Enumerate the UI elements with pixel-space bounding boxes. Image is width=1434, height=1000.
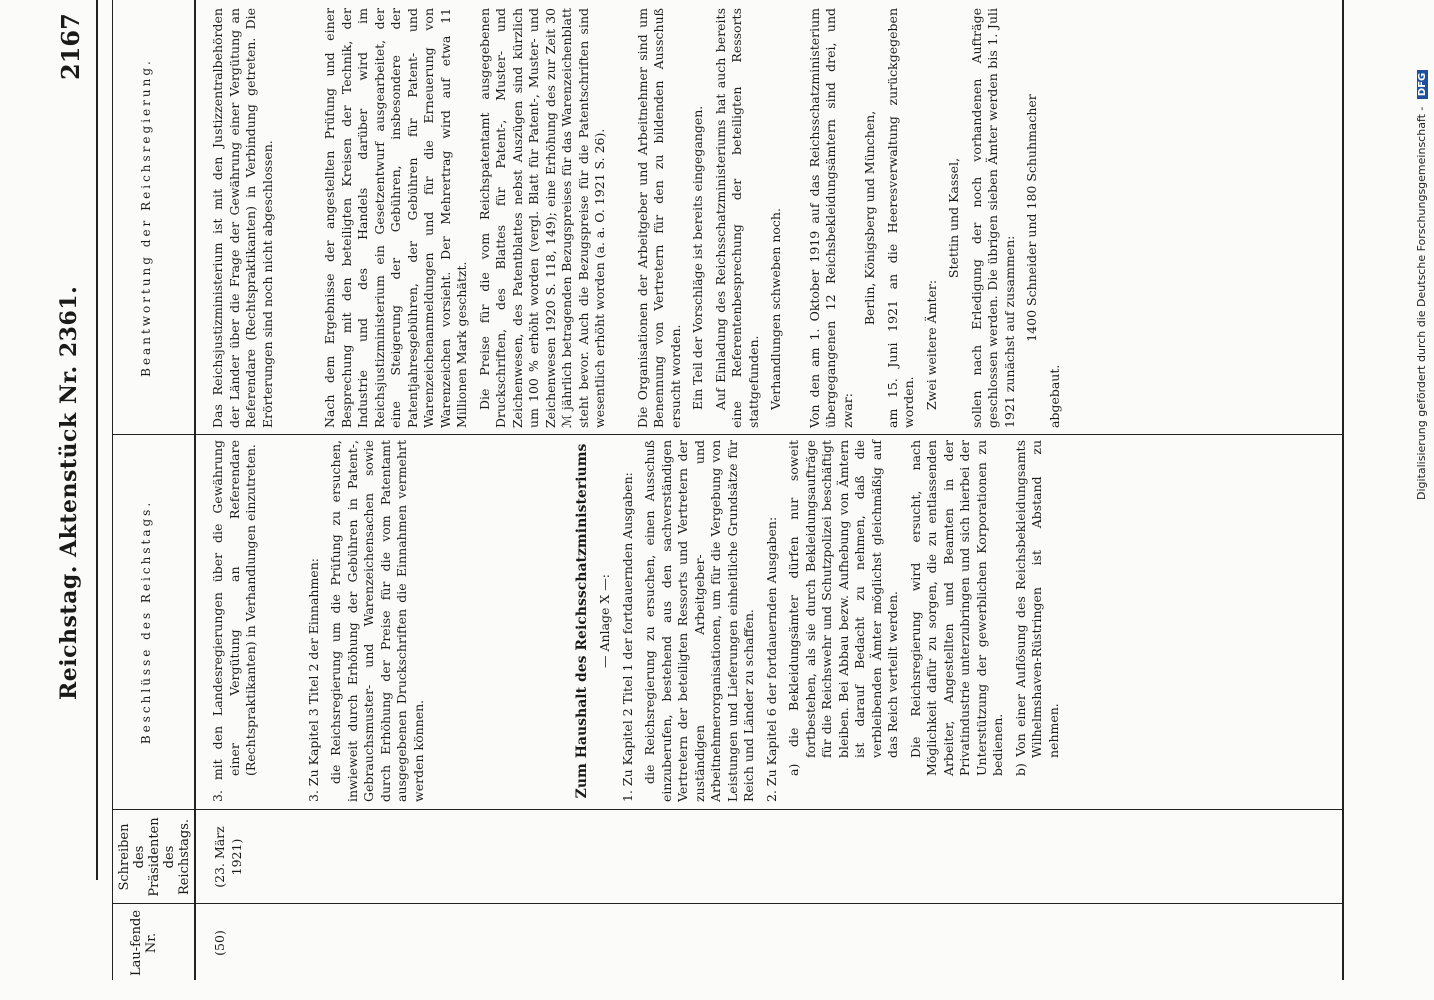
antwort-ausschuss: Die Organisationen der Arbeitgeber und Arbeitnehmer sind um Benennung von Vertretern für den zu bildenden Ausschuß ersucht worden. bbox=[634, 8, 683, 428]
col-rule-3 bbox=[112, 434, 1342, 435]
section-subtitle: — Anlage X —: bbox=[597, 574, 613, 668]
beschluss-kap6-a2: Die Reichsregierung wird ersucht, nach Möglichkeit dafür zu sorgen, die zu entlassenden Arbeiter, Angestellten und Beamten in der Privatindustrie unterzubringen und sich hierbei der Unterstützung der gewerblichen Korporationen zu bedienen. bbox=[907, 440, 1006, 776]
beschluss-kap6-b: b) Von einer Auflösung des Reichsbekleidungsamts Wilhelmshaven-Rüstringen ist Abstand zu nehmen. bbox=[1012, 440, 1061, 776]
digitization-note bbox=[1415, 70, 1428, 500]
col-rule-1 bbox=[112, 903, 1342, 904]
col-header-beschluesse: Beschlüsse des Reichstags. bbox=[139, 499, 153, 745]
col-header-beantwortung: Beantwortung der Reichsregierung. bbox=[139, 58, 153, 377]
antwort-abgebaut: abgebaut. bbox=[1046, 364, 1062, 428]
top-rule bbox=[96, 0, 98, 880]
beschluss-patent-body: die Reichsregierung um die Prüfung zu ersuchen, inwieweit durch Erhöhung der Gebühren in Patent-, Gebrauchsmuster- und Warenzeichensachen sowie durch Erhöhung der Preise für die vom Patentamt ausgegebenen Druckschriften die Einnahmen vermehrt werden können. bbox=[328, 440, 426, 802]
antwort-rueckgabe: am 15. Juni 1921 an die Heeresverwaltung zurückgegeben worden. bbox=[884, 8, 916, 428]
row-date: (23. März 1921) bbox=[212, 826, 244, 888]
antworten-column bbox=[210, 8, 1069, 428]
antwort-bekleidungsaemter: Von den am 1. Oktober 1919 auf das Reichsschatzministerium übergegangenen 12 Reichsbekleidungsämtern sind drei, und zwar: bbox=[806, 8, 855, 428]
beschluss-kap2-head: 1. Zu Kapitel 2 Titel 1 der fortdauernden Ausgaben: bbox=[619, 472, 635, 802]
beschluss-kap2-body: die Reichsregierung zu ersuchen, einen Ausschuß einzuberufen, bestehend aus den sachverständigen Vertretern der beteiligten Ressorts und Vertretern der zuständigen Arbeitgeber- und Arbeitnehmerorganisationen, um für die Vergebung von Leistungen und Lieferungen einheitliche Grundsätze für Reich und Länder zu schaffen. bbox=[642, 440, 757, 802]
antwort-list-1: Berlin, Königsberg und München, bbox=[862, 110, 877, 326]
row-number: (50) bbox=[212, 930, 227, 956]
header-rule bbox=[194, 0, 196, 980]
page-header bbox=[0, 0, 100, 1000]
antwort-list-3: 1400 Schneider und 180 Schuhmacher bbox=[1024, 94, 1039, 342]
beschluss-referendare: 3. mit den Landesregierungen über die Gewährung einer Vergütung an Referendare (Rechtspraktikanten) in Verhandlungen einzutreten. bbox=[210, 440, 258, 802]
antwort-referendare: Das Reichsjustizministerium ist mit den Justizzentralbehörden der Länder über die Frage der Gewährung einer Vergütung an Referendare (Rechtspraktikanten) in Verbindung getreten. Die Erörterungen sind noch nicht abgeschlossen. bbox=[210, 8, 275, 428]
antwort-patent: Nach dem Ergebnisse der angestellten Prüfung und einer Besprechung mit den beteiligten Kreisen der Technik, der Industrie und des Handels darüber wird im Reichsjustizministerium ein Gesetzentwurf ausgearbeitet, der eine Steigerung der Gebühren, insbesondere der Patentjahresgebühren, der Gebühren für Patent- und Warenzeichenanmeldungen und für die Erneuerung von Warenzeichen vorsieht. Der Mehrertrag wird auf etwa 11 Millionen Mark geschätzt. bbox=[322, 8, 469, 428]
antwort-einladung: Auf Einladung des Reichsschatzministeriums hat auch bereits eine Referentenbesprechung der beteiligten Ressorts stattgefunden. bbox=[712, 8, 761, 428]
col-header-nr: Lau-fende Nr. bbox=[129, 909, 159, 977]
beschluss-kap6-head: 2. Zu Kapitel 6 der fortdauernden Ausgaben: bbox=[763, 516, 779, 802]
beschluesse-column bbox=[210, 440, 1068, 802]
page-number: 2167 bbox=[56, 13, 85, 80]
antwort-verhandlungen: Verhandlungen schweben noch. bbox=[768, 208, 783, 410]
top-outer-rule bbox=[112, 0, 113, 980]
bottom-rule bbox=[1342, 0, 1344, 980]
antwort-schliessung: sollen nach Erledigung der noch vorhandenen Aufträge geschlossen werden. Die übrigen sieben Ämter werden bis 1. Juli 1921 zunächst auf zusammen: bbox=[968, 8, 1017, 428]
beschluss-kap6-a: a) die Bekleidungsämter dürfen nur soweit fortbestehen, als sie durch Bekleidungsaufträge für die Reichswehr und Schutzpolizei beschäftigt bleiben. Bei Abbau bezw. Aufhebung von Ämtern ist darauf Bedacht zu nehmen, daß die verbleibenden Ämter möglichst gleichmäßig auf das Reich verteilt werden. bbox=[786, 440, 901, 776]
beschluss-patent-head: 3. Zu Kapitel 3 Titel 2 der Einnahmen: bbox=[305, 558, 321, 802]
col-header-schreiben: Schreiben des Präsidenten des Reichstags. bbox=[117, 817, 192, 897]
antwort-weitere: Zwei weitere Ämter: bbox=[923, 279, 939, 410]
col-rule-2 bbox=[112, 809, 1342, 810]
dfg-logo: DFG bbox=[1417, 70, 1428, 99]
digitization-text: Digitalisierung gefördert durch die Deutsche Forschungsgemeinschaft - bbox=[1415, 106, 1428, 500]
running-title: Reichstag. Aktenstück Nr. 2361. bbox=[56, 285, 82, 700]
antwort-patent-preise: Die Preise für die vom Reichspatentamt ausgegebenen Druckschriften, des Blattes für Patent-, Muster- und Zeichenwesen, des Patentblattes nebst Auszügen sind kürzlich um 100 % erhöht worden (vergl. Blatt für Patent-, Muster- und Zeichenwesen 1920 S. 118, 149); eine Erhöhung des zur Zeit 30 ℳ jährlich betragenden Bezugspreises für das Warenzeichenblatt steht bevor. Auch die Bezugspreise für die Patentschriften sind wesentlich erhöht worden (a. a. O. 1921 S. 26). bbox=[476, 8, 607, 428]
antwort-list-2: Stettin und Kassel, bbox=[946, 157, 961, 279]
section-title: Zum Haushalt des Reichsschatzministeriums bbox=[574, 443, 590, 799]
antwort-vorschlaege: Ein Teil der Vorschläge ist bereits eingegangen. bbox=[690, 105, 705, 410]
